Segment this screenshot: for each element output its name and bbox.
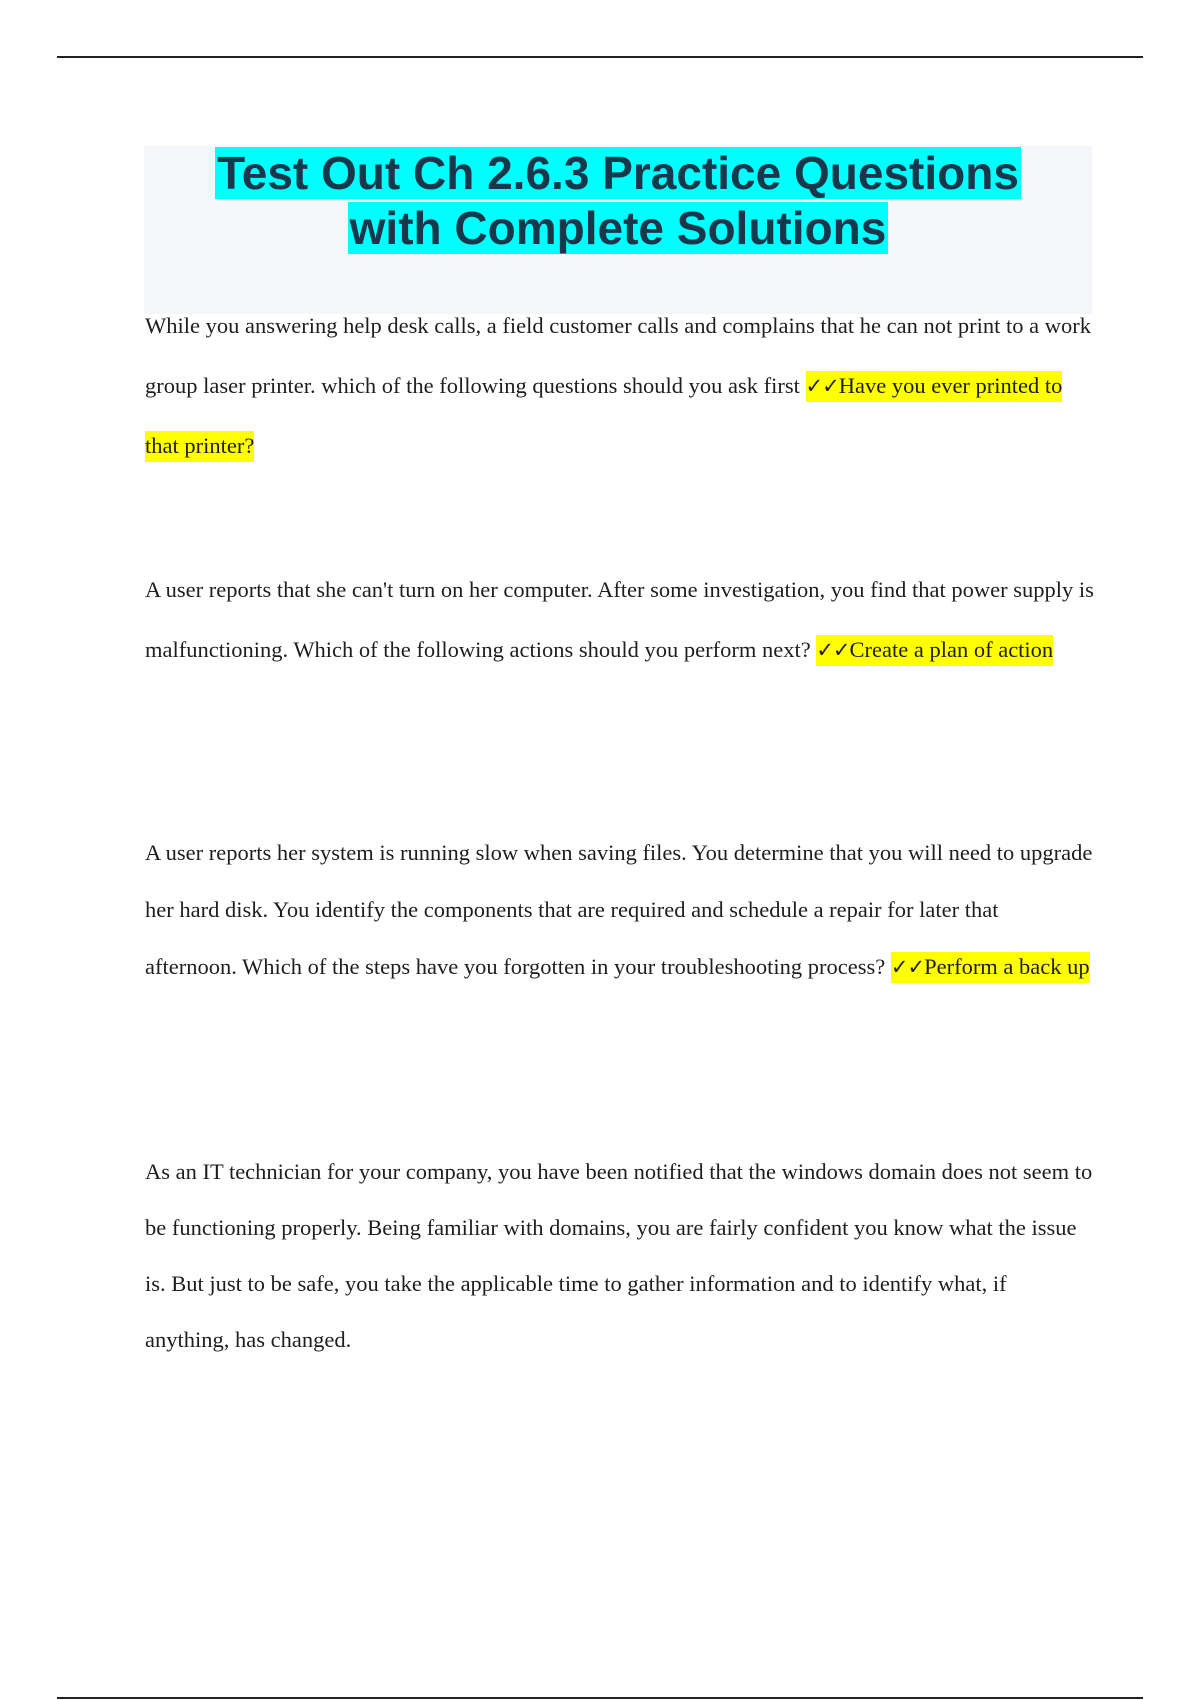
question-text-4: As an IT technician for your company, you have been notified that the windows domain does not seem to be functioning properly. Being familiar with domains, you are fairly confident you know what the issue is. But just to be safe, you take the applicable time to gather information and to identify what, if anything, has changed. (145, 1159, 1093, 1352)
title-line-1: Test Out Ch 2.6.3 Practice Questions (217, 147, 1019, 199)
question-text-2: A user reports that she can't turn on her computer. After some investigation, you find that power supply is malfunctioning. Which of the following actions should you perform next? (145, 577, 1094, 662)
answer-text-2: Create a plan of action (849, 637, 1054, 662)
title-banner (144, 146, 1092, 314)
question-block-1 (145, 296, 1095, 476)
answer-highlight-2 (816, 635, 1053, 666)
question-block-3 (145, 824, 1095, 996)
checkmark-icon: ✓✓ (816, 638, 850, 662)
question-block-4 (145, 1144, 1095, 1368)
question-text-1: While you answering help desk calls, a field customer calls and complains that he can not print to a work group laser printer. which of the following questions should you ask first (145, 313, 1091, 398)
checkmark-icon: ✓✓ (890, 955, 925, 979)
checkmark-icon: ✓✓ (805, 374, 839, 398)
answer-text-1: Have you ever printed to that printer? (145, 373, 1063, 458)
answer-highlight-3 (891, 952, 1090, 983)
question-block-2 (145, 560, 1095, 680)
bottom-rule (57, 1697, 1143, 1699)
top-rule (57, 56, 1143, 58)
question-text-3: A user reports her system is running slow when saving files. You determine that you will need to upgrade her hard disk. You identify the components that are required and schedule a repair for later that afternoon. Which of the steps have you forgotten in your troubleshooting process? (145, 840, 1093, 979)
document-title (144, 146, 1092, 256)
title-line-2: with Complete Solutions (349, 202, 887, 254)
answer-text-3: Perform a back up (924, 954, 1090, 979)
